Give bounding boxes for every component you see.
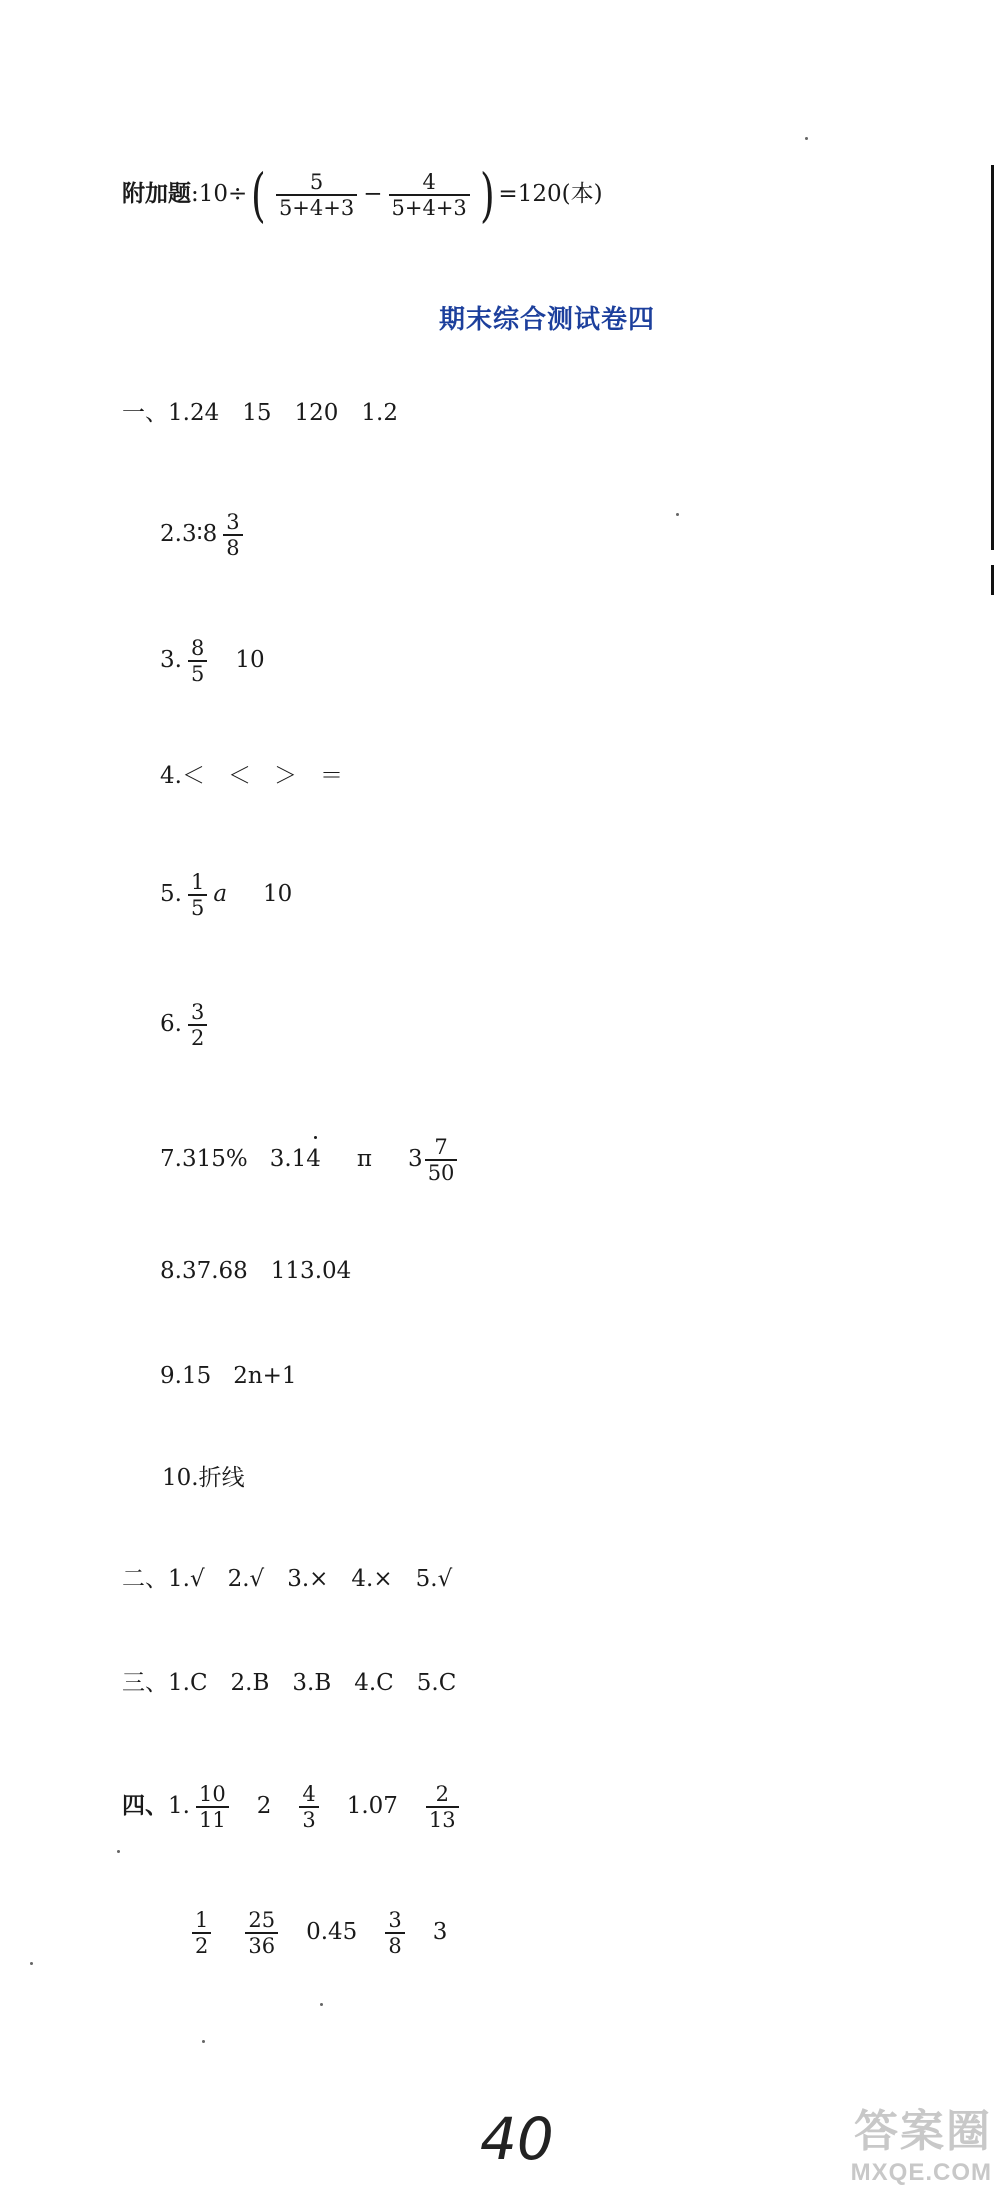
sec1-q5: 5. $\frac{1}{5}$ a 10 [160, 870, 293, 921]
page-number: 40 [480, 2105, 554, 2173]
repeating-digit: 4 [306, 1146, 321, 1173]
sec1-q2: 2.3∶8 $\frac{3}{8}$ [160, 510, 249, 560]
sec1-q9: 9.15 2n+1 [160, 1363, 297, 1389]
bonus-fraction-2: $\frac{4}{5+4+3}$ [389, 170, 470, 220]
bonus-label: 附加题 [122, 180, 191, 207]
scan-speck [805, 137, 808, 140]
bonus-fraction-1: $\frac{5}{5+4+3}$ [276, 170, 357, 220]
scan-speck [117, 1850, 120, 1853]
bonus-result: =120(本) [498, 181, 603, 207]
sec1-q10: 10.折线 [162, 1465, 245, 1491]
sec1-q1 [122, 402, 398, 425]
r1-fraction-1: $\frac{10}{11}$ [196, 1782, 229, 1832]
scan-edge-tick [991, 565, 994, 595]
bonus-line [122, 161, 603, 229]
r1-fraction-3: $\frac{2}{13}$ [426, 1782, 459, 1832]
scan-edge-bar [991, 165, 994, 550]
sec1-q1-text: 1.24 15 120 1.2 [168, 400, 398, 426]
r2-fraction-1: $\frac{1}{2}$ [192, 1908, 211, 1958]
r1-fraction-2: $\frac{4}{3}$ [299, 1782, 318, 1832]
scan-speck [320, 2003, 323, 2006]
sec1-q4: 4.＜ ＜ ＞ ＝ [160, 763, 343, 789]
scan-speck [202, 2040, 205, 2043]
right-paren: ) [479, 161, 495, 229]
sec1-q3: 3. $\frac{8}{5}$ 10 [160, 636, 265, 687]
left-paren: ( [251, 161, 266, 229]
watermark-line2: MXQE.COM [850, 2159, 992, 2186]
sec4-row1: 四、1. $\frac{10}{11}$ 2 $\frac{4}{3}$ 1.07 $\frac{2}{13}$ [122, 1782, 465, 1832]
q5-fraction: $\frac{1}{5}$ [188, 870, 207, 920]
scan-speck [30, 1962, 33, 1965]
page-title: 期末综合测试卷四 [438, 305, 655, 335]
sec1-q7: 7.315% 3.14 π 3 $\frac{7}{50}$ [160, 1135, 463, 1185]
sec1-label: 一、 [122, 400, 168, 426]
r2-fraction-2: $\frac{25}{36}$ [245, 1908, 278, 1958]
watermark-line1: 答案圈 [854, 2107, 992, 2156]
sec1-q8: 8.37.68 113.04 [160, 1258, 352, 1284]
q7-fraction: $\frac{7}{50}$ [425, 1135, 458, 1185]
q6-fraction: $\frac{3}{2}$ [188, 1000, 207, 1050]
bonus-sep: : [191, 181, 199, 207]
sec3-line: 三、1.C 2.B 3.B 4.C 5.C [122, 1670, 457, 1696]
sec1-q6: 6. $\frac{3}{2}$ [160, 1000, 213, 1050]
r2-fraction-3: $\frac{3}{8}$ [385, 1908, 404, 1958]
watermark-logo [802, 2095, 992, 2187]
scan-speck [676, 513, 679, 516]
q3-fraction: $\frac{8}{5}$ [188, 636, 207, 686]
sec4-row2: $\frac{1}{2}$ $\frac{25}{36}$ 0.45 $\frac{3}{8}$ 3 [186, 1908, 447, 1958]
sec2-line: 二、1.√ 2.√ 3.× 4.× 5.√ [122, 1566, 453, 1592]
bonus-minus: − [363, 181, 383, 207]
q2-fraction: $\frac{3}{8}$ [223, 510, 242, 560]
bonus-prefix: 10÷ [198, 181, 248, 207]
